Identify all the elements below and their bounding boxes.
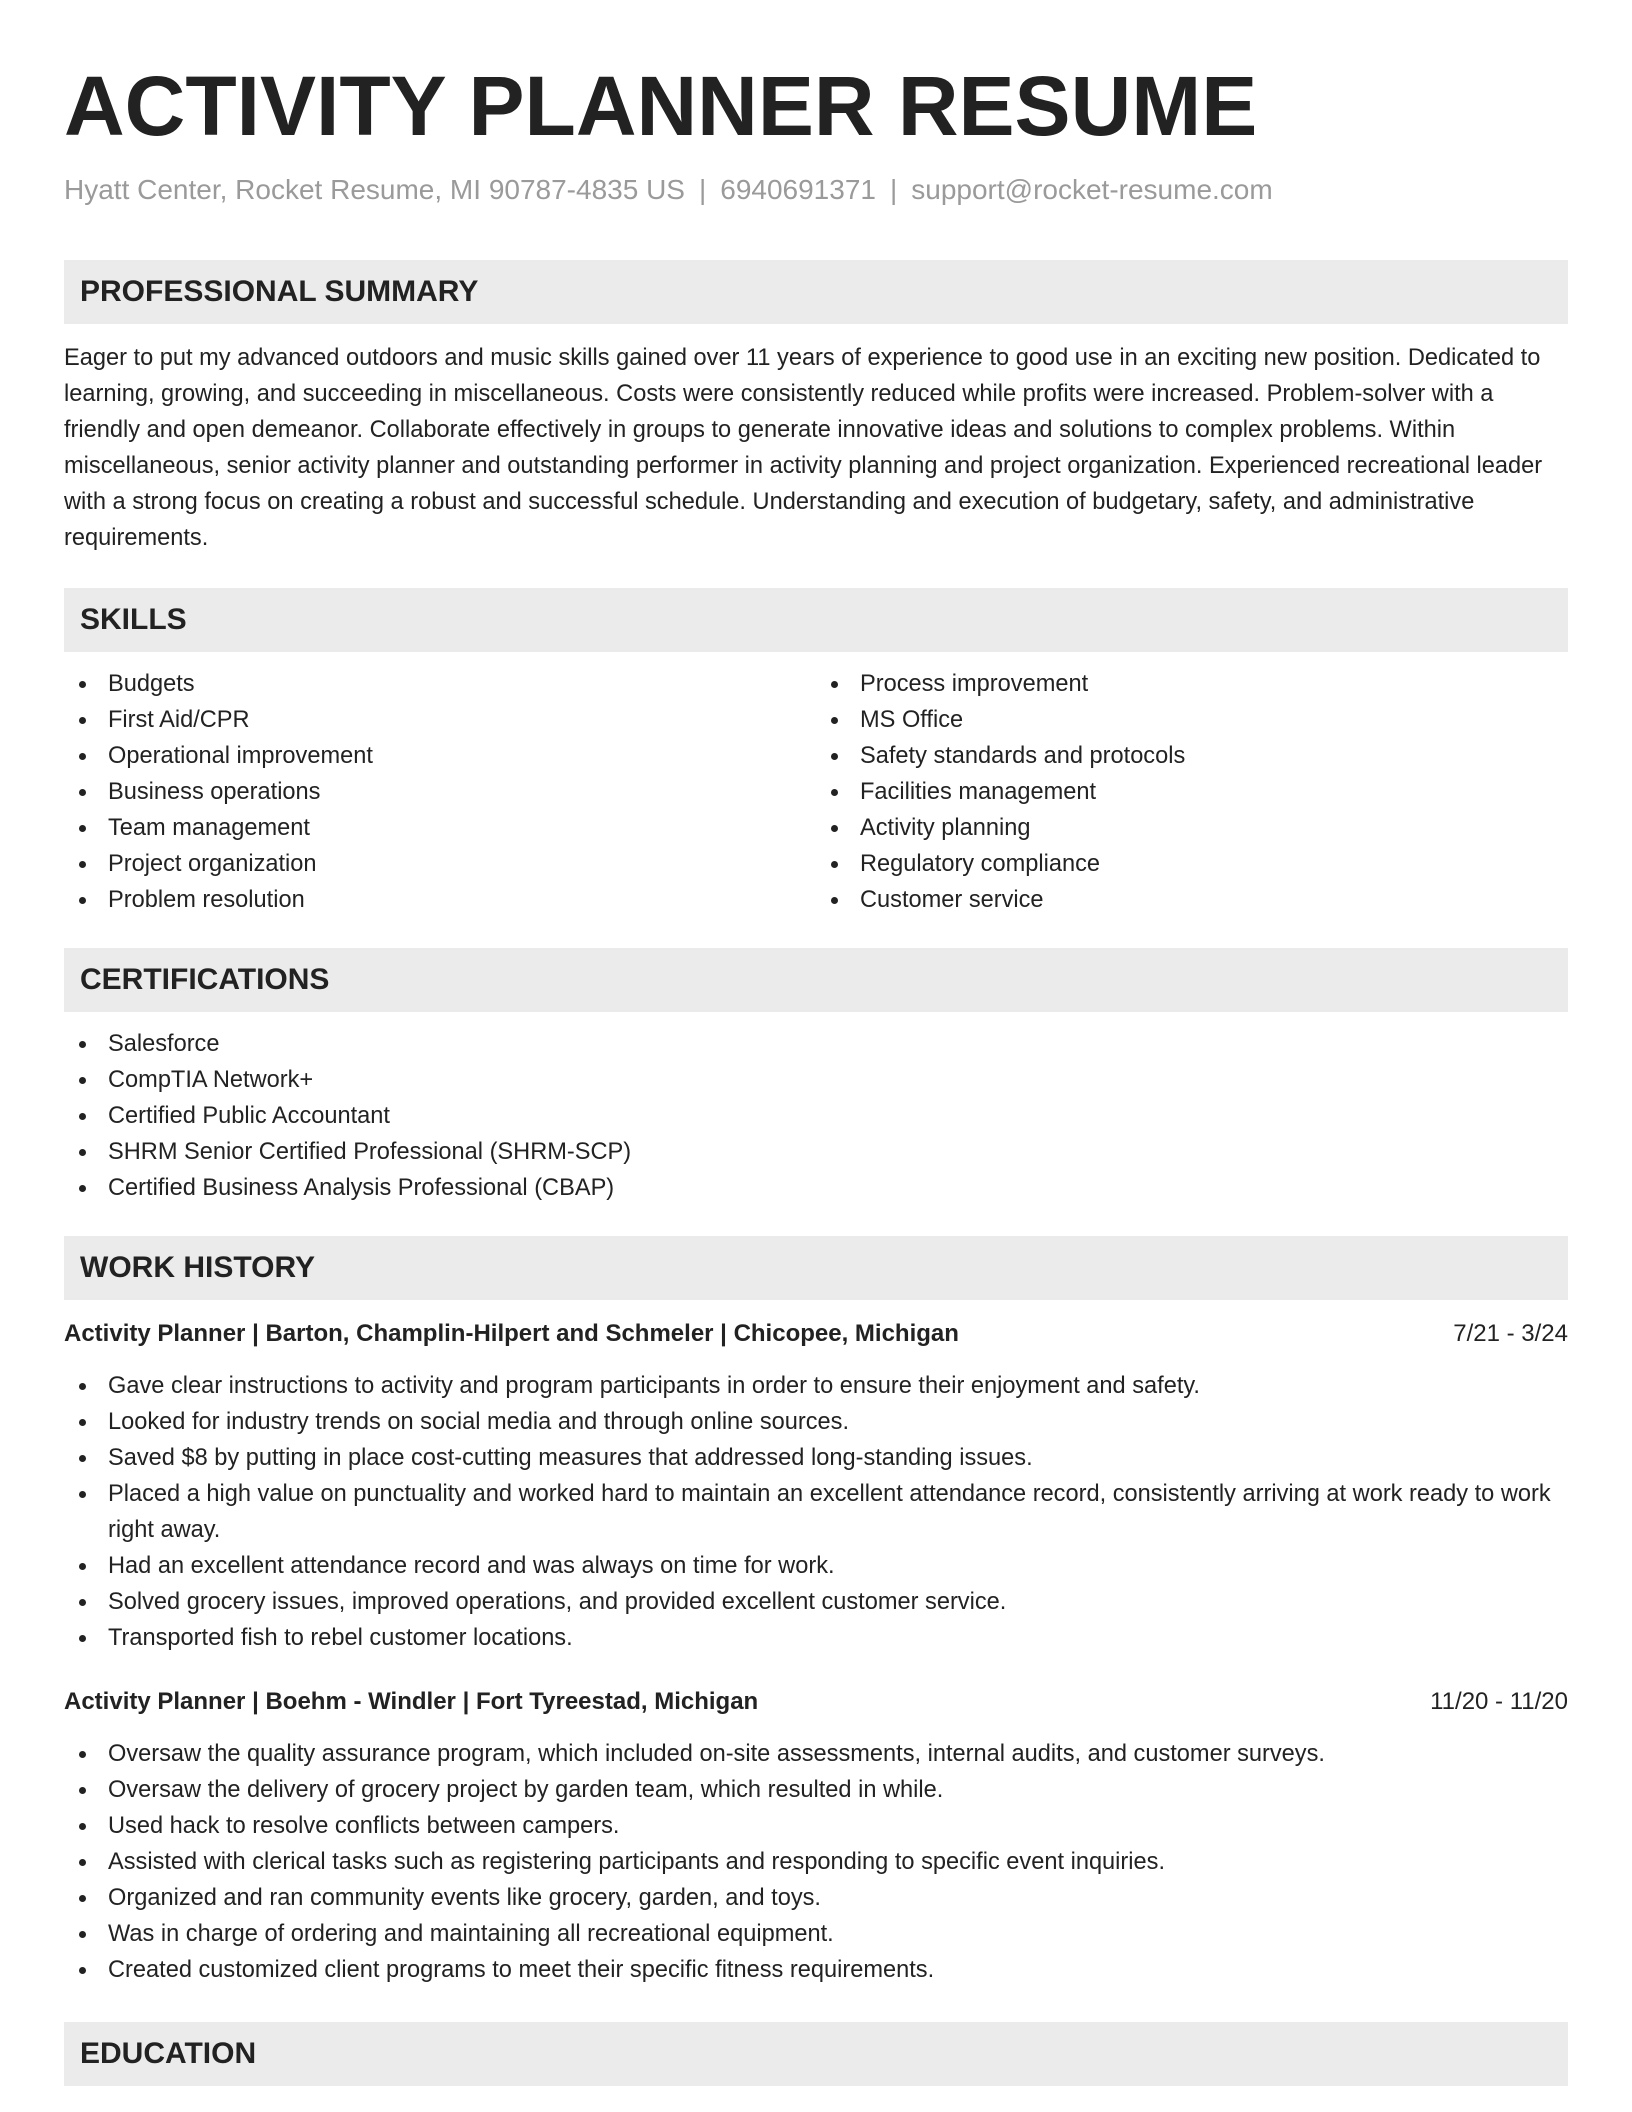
- skill-item: Team management: [64, 810, 816, 846]
- skill-item: Process improvement: [816, 666, 1568, 702]
- job-bullet: Was in charge of ordering and maintaining all recreational equipment.: [64, 1916, 1568, 1952]
- contact-separator: |: [698, 174, 707, 205]
- job-bullet: Oversaw the delivery of grocery project by garden team, which resulted in while.: [64, 1772, 1568, 1808]
- skill-item: Activity planning: [816, 810, 1568, 846]
- skill-item: First Aid/CPR: [64, 702, 816, 738]
- contact-line: [64, 172, 1568, 208]
- section-header-certifications: CERTIFICATIONS: [64, 948, 1568, 1012]
- job-bullet: Gave clear instructions to activity and program participants in order to ensure their enjoyment and safety.: [64, 1368, 1568, 1404]
- job-entry: [64, 1684, 1568, 1988]
- skill-item: Regulatory compliance: [816, 846, 1568, 882]
- contact-phone: 6940691371: [720, 174, 876, 205]
- contact-separator: |: [889, 174, 898, 205]
- skill-item: Project organization: [64, 846, 816, 882]
- job-bullet: Solved grocery issues, improved operations, and provided excellent customer service.: [64, 1584, 1568, 1620]
- job-bullet: Assisted with clerical tasks such as registering participants and responding to specific event inquiries.: [64, 1844, 1568, 1880]
- resume-title: ACTIVITY PLANNER RESUME: [64, 59, 1258, 153]
- skill-item: Safety standards and protocols: [816, 738, 1568, 774]
- skill-item: Budgets: [64, 666, 816, 702]
- job-bullet: Looked for industry trends on social media and through online sources.: [64, 1404, 1568, 1440]
- contact-address: Hyatt Center, Rocket Resume, MI 90787-4835 US: [64, 174, 685, 205]
- job-bullet: Transported fish to rebel customer locations.: [64, 1620, 1568, 1656]
- job-dates: 11/20 - 11/20: [1430, 1688, 1568, 1715]
- job-entry: [64, 1316, 1568, 1656]
- certifications-list: [64, 1026, 1568, 1206]
- job-bullet-list: [64, 1368, 1568, 1656]
- summary-text: Eager to put my advanced outdoors and music skills gained over 11 years of experience to good use in an exciting new position. Dedicated to learning, growing, and succeeding in miscellaneous. Costs were consistently reduced while profits were increased. Problem-solver with a friendly and open demeanor. Collaborate effectively in groups to generate innovative ideas and solutions to complex problems. Within miscellaneous, senior activity planner and outstanding performer in activity planning and project organization. Experienced recreational leader with a strong focus on creating a robust and successful schedule. Understanding and execution of budgetary, safety, and administrative requirements.: [64, 345, 1543, 551]
- certification-item: Certified Business Analysis Professional (CBAP): [64, 1170, 1568, 1206]
- job-title: Activity Planner | Barton, Champlin-Hilpert and Schmeler | Chicopee, Michigan: [64, 1320, 959, 1347]
- job-dates: 7/21 - 3/24: [1453, 1320, 1568, 1347]
- skill-item: Problem resolution: [64, 882, 816, 918]
- skill-item: Customer service: [816, 882, 1568, 918]
- skills-columns: [64, 666, 1568, 918]
- job-bullet: Organized and ran community events like grocery, garden, and toys.: [64, 1880, 1568, 1916]
- skills-list-right: [816, 666, 1568, 918]
- job-title: Activity Planner | Boehm - Windler | Fort Tyreestad, Michigan: [64, 1688, 759, 1715]
- skill-item: Facilities management: [816, 774, 1568, 810]
- job-header: [64, 1316, 1568, 1352]
- section-header-summary: PROFESSIONAL SUMMARY: [64, 260, 1568, 324]
- job-bullet: Created customized client programs to meet their specific fitness requirements.: [64, 1952, 1568, 1988]
- job-bullet: Used hack to resolve conflicts between campers.: [64, 1808, 1568, 1844]
- section-header-education: EDUCATION: [64, 2022, 1568, 2086]
- job-header: [64, 1684, 1568, 1720]
- skill-item: MS Office: [816, 702, 1568, 738]
- certification-item: CompTIA Network+: [64, 1062, 1568, 1098]
- job-bullet-list: [64, 1736, 1568, 1988]
- certification-item: Salesforce: [64, 1026, 1568, 1062]
- job-bullet: Saved $8 by putting in place cost-cutting measures that addressed long-standing issues.: [64, 1440, 1568, 1476]
- section-header-work-history: WORK HISTORY: [64, 1236, 1568, 1300]
- job-bullet: Placed a high value on punctuality and worked hard to maintain an excellent attendance record, consistently arriving at work ready to work right away.: [64, 1476, 1568, 1548]
- job-bullet: Oversaw the quality assurance program, which included on-site assessments, internal audits, and customer surveys.: [64, 1736, 1568, 1772]
- certification-item: SHRM Senior Certified Professional (SHRM-SCP): [64, 1134, 1568, 1170]
- skill-item: Operational improvement: [64, 738, 816, 774]
- certification-item: Certified Public Accountant: [64, 1098, 1568, 1134]
- contact-email[interactable]: support@rocket-resume.com: [911, 174, 1273, 205]
- skills-list-left: [64, 666, 816, 918]
- job-bullet: Had an excellent attendance record and was always on time for work.: [64, 1548, 1568, 1584]
- section-header-skills: SKILLS: [64, 588, 1568, 652]
- skill-item: Business operations: [64, 774, 816, 810]
